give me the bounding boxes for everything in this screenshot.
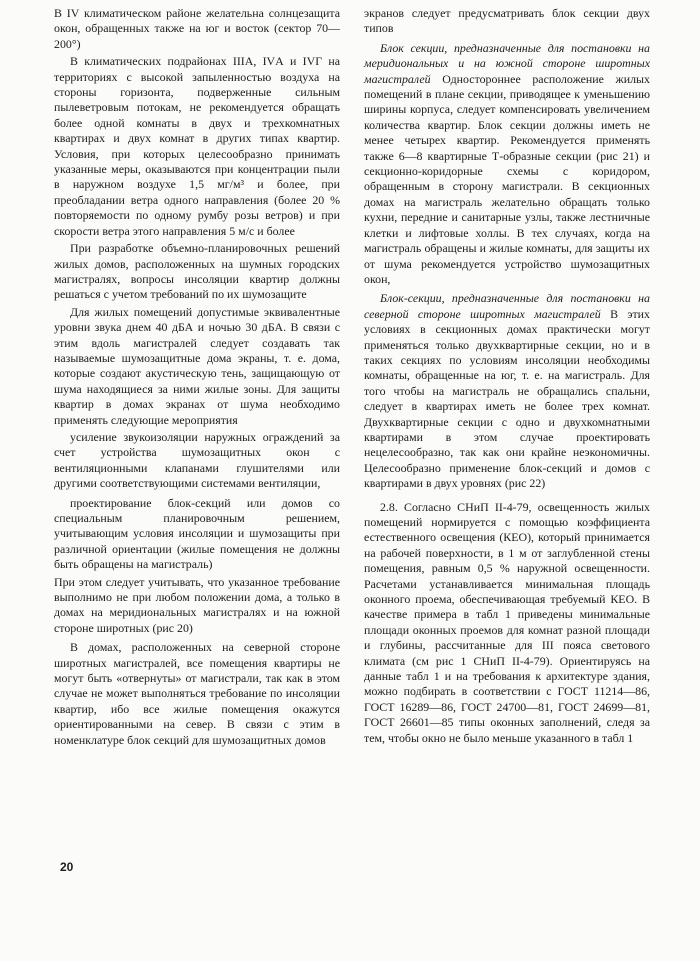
paragraph-insulation [54, 430, 340, 492]
paragraph-text: 2.8. Согласно СНиП II-4-79, освещенность жилых помещений нормируется с помощью коэффициента естественного освещения (КЕО), который принимается на рабочей поверхности, в 1 м от заглубленной стены помещения, равным 0,5 % наружной освещенности. Расчетами устанавливается минимальная площадь оконного проема, обеспечивающая требуемый КЕО. В качестве примера в табл 1 приведены минимальные площади оконных проемов для комнат разной площади и глубины, рассчитанные для III пояса светового климата (см рис 1 СНиП II-4-79). Ориентируясь на данные табл 1 и на требования к архитектуре здания, можно подбирать в соответствии с ГОСТ 11214—86, ГОСТ 16289—86, ГОСТ 24700—81, ГОСТ 24699—81, ГОСТ 26601—85 типы оконных заполнений, следя за тем, чтобы окно не было меньше указанного в табл 1 [364, 499, 650, 745]
paragraph-text: При этом следует учитывать, что указанное требование выполнимо не при любом положении дома, а только в домах на меридиональных магистралях и на южной стороне широтных (рис 20) [54, 574, 340, 635]
paragraph-text: В этих условиях в секционных домах практически могут применяться только двухквартирные секции, но и в таких секциях по условиям инсоляции необходимы комнаты, обращенные на юг, т. е. на магистраль. Для того чтобы на магистраль не обращались спальни, следует в квартирах иметь не более трех комнат. Двухквартирные секции с одно и двухкомнатными квартирами в этом случае проектировать нецелесообразно, так как они крайне неэкономичны. Целесообразно применение блок-секций и домов с квартирами в двух уровнях (рис 22) [364, 306, 650, 491]
left-text-column [54, 6, 340, 750]
paragraph-dust-winds [54, 54, 340, 239]
paragraph-text: В климатических подрайонах IIIА, IVА и IVГ на территориях с высокой запыленностью воздуха на стороны горизонта, подверженные сильным пылеветровым потокам, не рекомендуется обращать более одной комнаты в двух и трехкомнатных квартирах и двух комнат в других типах квартир. Условия, при которых целесообразно принимать указанные меры, оказываются при концентрации пыли в наружном воздухе 1,5 мг/м³ и более, при преобладании ветра одного направления (более 20 % повторяемости по одному румбу розы ветров) и при скорости ветра этого направления 5 м/с и более [54, 54, 340, 238]
paragraph-text: В домах, расположенных на северной стороне широтных магистралей, все помещения квартиры не могут быть «отвернуты» от магистрали, так как в этом случае не может выполняться требование по инсоляции квартир, ибо все жилые помещения окажутся ориентированными на север. В связи с этим в номенклатуре блок секций для шумозащитных домов [54, 640, 340, 747]
paragraph-sun-south [54, 6, 340, 52]
right-text-column [364, 6, 650, 748]
paragraph-keo [364, 500, 650, 747]
paragraph-text: Для жилых помещений допустимые эквивалентные уровни звука днем 40 дБА и ночью 30 дБА. В связи с этим вдоль магистралей следует создавать так называемые шумозащитные дома экраны, т. е. дома, которые создают акустическую тень, защищающую от шума находящиеся за ними жилые зоны. Для защиты квартир в домах экранах от шума необходимо применять следующие мероприятия [54, 304, 340, 427]
paragraph-noise-planning [54, 241, 340, 303]
paragraph-text: При разработке объемно-планировочных решений жилых домов, расположенных на шумных городских магистралях, вопросы инсоляции квартир должны решаться с учетом требований по их шумозащите [54, 241, 340, 302]
paragraph-meridional [364, 41, 650, 288]
paragraph-north-side [54, 640, 340, 748]
paragraph-northern [364, 291, 650, 491]
paragraph-requirement [54, 575, 340, 637]
paragraph-text: В IV климатическом районе желательна солнцезащита окон, обращенных также на юг и восток (сектор 70—200°) [54, 6, 340, 51]
paragraph-lead-italic: Блок-секции, предназначенные для постановки на северной стороне широтных магистралей [364, 291, 650, 321]
paragraph-text: проектирование блок-секций или домов со специальным планировочным решением, учитывающим условия инсоляции и шумозащиты при различной ориентации (жилые помещения не должны быть обращены на магистраль) [54, 495, 340, 572]
page-number: 20 [60, 860, 74, 874]
paragraph-text: усиление звукоизоляции наружных ограждений за счет устройства шумозащитных окон с вентиляционными клапанами глушителями или другими соответствующими системами вентиляции, [54, 429, 340, 491]
paragraph-design-blocks [54, 496, 340, 573]
paragraph-lead-italic: Блок секции, предназначенные для постановки на меридиональных и на южной стороне широтных магистралей [364, 40, 650, 86]
paragraph-screens [364, 6, 650, 37]
paragraph-text: Одностороннее расположение жилых помещений в плане секции, приводящее к уменьшению ширины корпуса, следует компенсировать увеличением количества квартир. Блок секции должны иметь не менее четырех квартир. Рекомендуется применять также 6—8 квартирные Т-образные секции (рис 21) и секционно-коридорные схемы с коридором, обращенным в сторону магистрали. В секционных домах на магистраль желательно обращать только кухни, передние и санитарные узлы, также лестничные клетки и лифтовые холлы. В тех случаях, когда на магистраль обращены и жилые комнаты, для защиты их от шума рекомендуется устройство шумозащитных окон, [364, 71, 650, 286]
paragraph-sound-levels [54, 305, 340, 428]
paragraph-text: экранов следует предусматривать блок секции двух типов [364, 6, 650, 36]
